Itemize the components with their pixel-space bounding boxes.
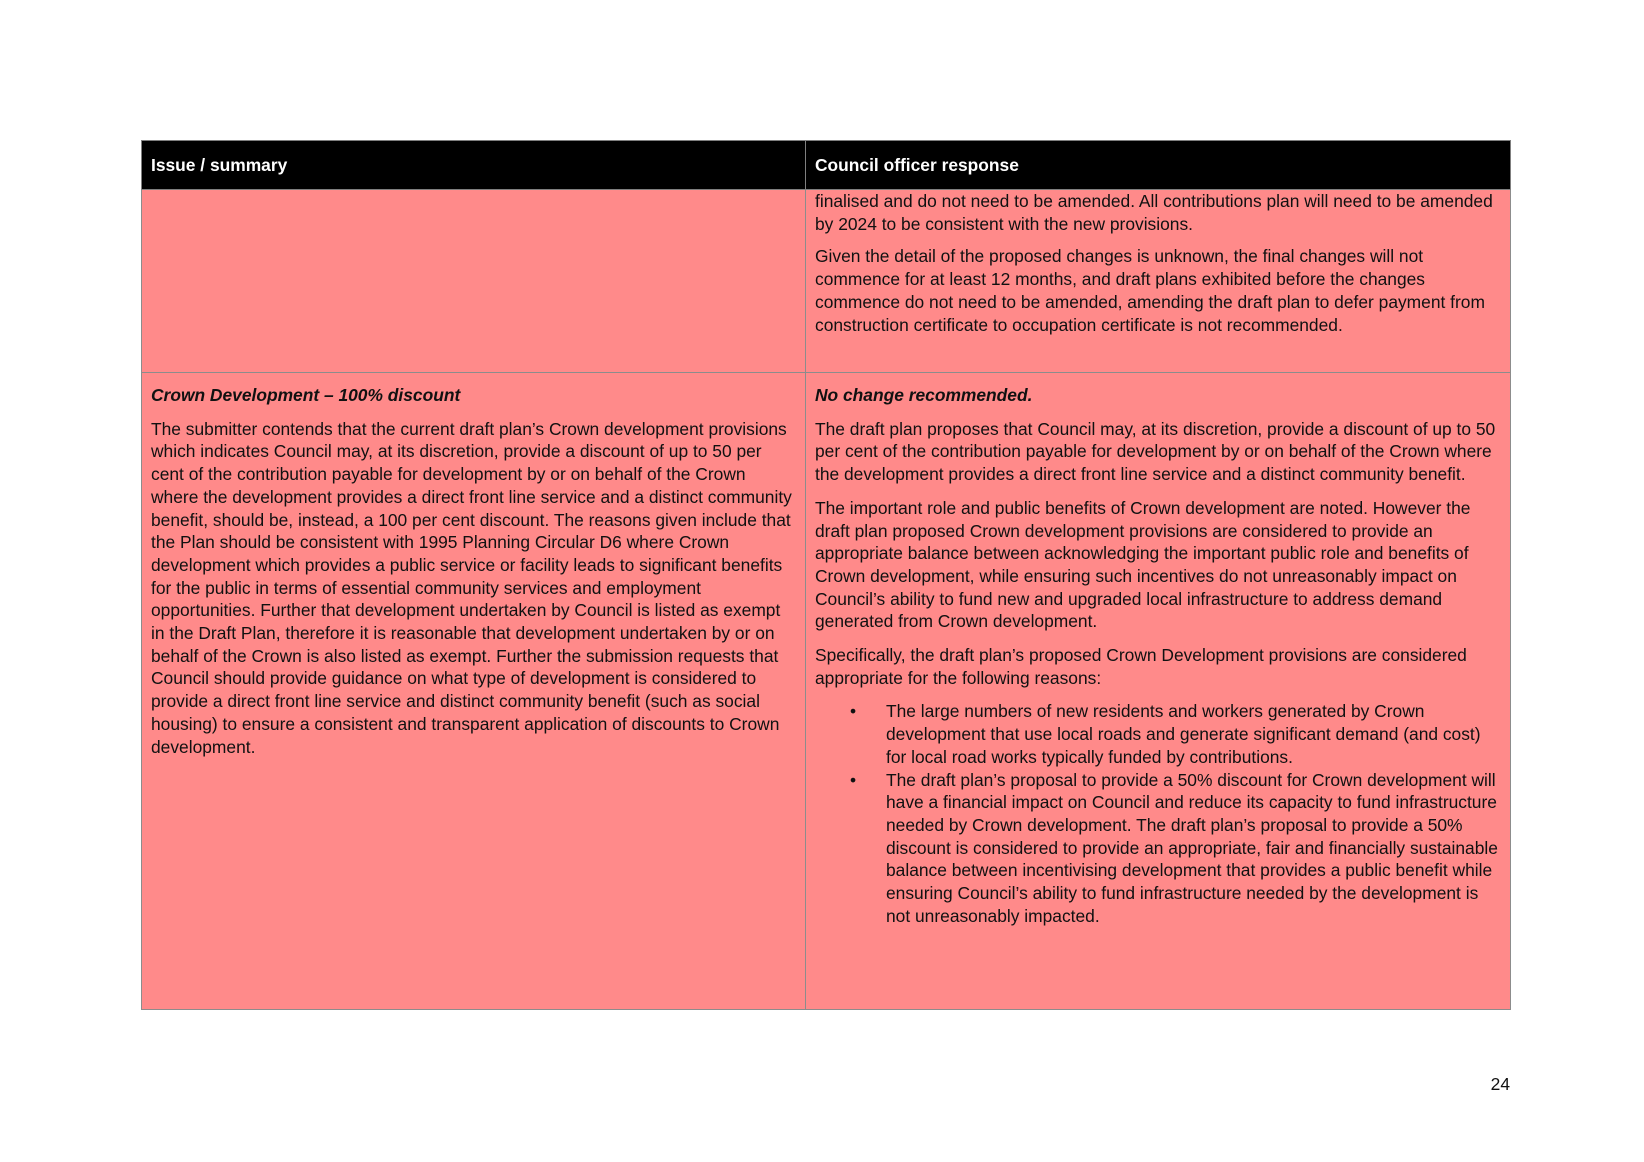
response-paragraph: The important role and public benefits of Crown development are noted. However the draft plan proposed Crown development provisions are considered to provide an appropriate balance between acknowledging the important public role and benefits of Crown development, while ensuring such incentives do not unreasonably impact on Council’s ability to fund new and upgraded local infrastructure to address demand generated from Crown development. (815, 497, 1471, 632)
issue-paragraph: The submitter contends that the current draft plan’s Crown development provisions which indicates Council may, at its discretion, provide a discount of up to 50 per cent of the contribution payable for development by or on behalf of the Crown where the development provides a direct front line service and a distinct community benefit, should be, instead, a 100 per cent discount. The reasons given include that the Plan should be consistent with 1995 Planning Circular D6 where Crown development which provides a public service or facility leads to significant benefits for the public in terms of essential community services and employment opportunities. Further that development undertaken by Council is listed as exempt in the Draft Plan, therefore it is reasonable that development undertaken by or on behalf of the Crown is also listed as exempt. Further the submission requests that Council should provide guidance on what type of development is considered to provide a direct front line service and distinct community benefit (such as social housing) to ensure a consistent and transparent application of discounts to Crown development. (151, 418, 792, 757)
response-paragraph: Specifically, the draft plan’s proposed Crown Development provisions are considered appropriate for the following reasons: (815, 645, 1467, 688)
issue-cell (142, 190, 806, 373)
page-number: 24 (1490, 1074, 1510, 1094)
list-item-text: The draft plan’s proposal to provide a 50% discount for Crown development will have a financial impact on Council and reduce its capacity to fund infrastructure needed by Crown development. The draft plan’s proposal to provide a 50% discount is considered to provide an appropriate, fair and financially sustainable balance between incentivising development that provides a public benefit while ensuring Council’s ability to fund infrastructure needed by the development is not unreasonably impacted. (886, 769, 1498, 926)
issue-cell (142, 373, 806, 1010)
response-paragraph: The draft plan proposes that Council may, at its discretion, provide a discount of up to 50 per cent of the contribution payable for development by or on behalf of the Crown where the development provides a direct front line service and a distinct community benefit. (815, 418, 1496, 485)
table-header-row (142, 141, 1511, 190)
response-cell (806, 190, 1511, 373)
submissions-response-table (141, 140, 1511, 1010)
response-heading: No change recommended. (815, 385, 1033, 405)
header-issue-summary: Issue / summary (142, 141, 806, 190)
table-row (142, 373, 1511, 1010)
list-item-text: The large numbers of new residents and workers generated by Crown development that use local roads and generate significant demand (and cost) for local road works typically funded by contributions. (886, 701, 1481, 767)
bullet-icon: • (850, 701, 857, 722)
issue-heading: Crown Development – 100% discount (151, 385, 461, 405)
response-cell (806, 373, 1511, 1010)
response-paragraph: finalised and do not need to be amended. All contributions plan will need to be amended by 2024 to be consistent with the new provisions. (815, 191, 1493, 234)
bullet-icon: • (850, 769, 857, 790)
response-paragraph: Given the detail of the proposed changes is unknown, the final changes will not commence for at least 12 months, and draft plans exhibited before the changes commence do not need to be amended, amending the draft plan to defer payment from construction certificate to occupation certificate is not recommended. (815, 246, 1485, 335)
table-row (142, 190, 1511, 373)
response-bullet-list (815, 700, 1501, 927)
header-council-officer-response: Council officer response (806, 141, 1511, 190)
list-item (850, 700, 1501, 768)
list-item (850, 769, 1501, 928)
